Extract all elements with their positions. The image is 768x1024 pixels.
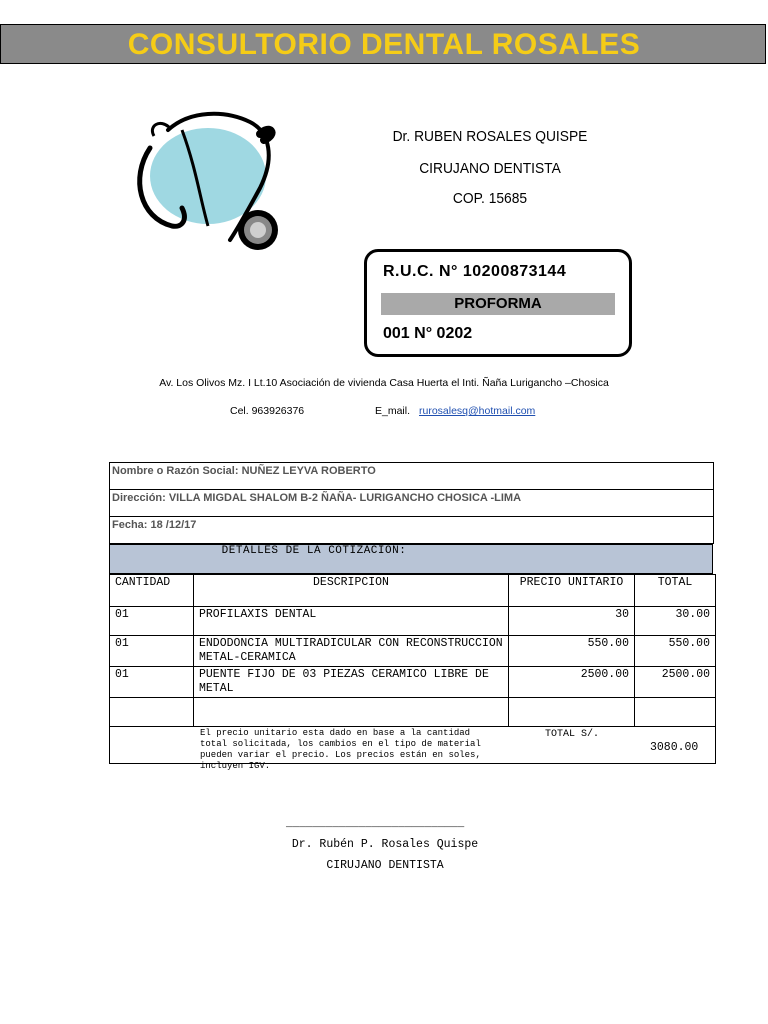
quote-date: Fecha: 18 /12/17 (109, 516, 714, 544)
row-unit-price: 30 (509, 607, 635, 636)
details-header: DETALLES DE LA COTIZACION: (221, 545, 407, 557)
row-desc: ENDODONCIA MULTIRADICULAR CON RECONSTRUCCION METAL-CERAMICA (194, 636, 509, 667)
table-row (110, 636, 716, 667)
column-header-unit-price: PRECIO UNITARIO (509, 575, 635, 607)
signature-line: ___________________________ (286, 818, 465, 830)
column-header-qty: CANTIDAD (110, 575, 194, 607)
row-total: 2500.00 (635, 667, 716, 698)
email-label: E_mail. (375, 405, 411, 417)
client-name: Nombre o Razón Social: NUÑEZ LEYVA ROBERTO (109, 462, 714, 490)
clinic-address: Av. Los Olivos Mz. I Lt.10 Asociación de vivienda Casa Huerta el Inti. Ñaña Lurigancho –Chosica (159, 377, 609, 389)
doctor-name: Dr. RUBEN ROSALES QUISPE (392, 128, 588, 145)
empty-cell (509, 698, 635, 727)
footer-cell (110, 727, 716, 771)
empty-cell (110, 698, 194, 727)
serie-number: 001 N° 0202 (383, 325, 473, 342)
items-table (109, 574, 716, 771)
empty-cell (635, 698, 716, 727)
table-footer-row (110, 727, 716, 764)
client-address: Dirección: VILLA MIGDAL SHALOM B-2 ÑAÑA- LURIGANCHO CHOSICA -LIMA (109, 489, 714, 517)
table-header-row (110, 575, 716, 607)
ruc-number: R.U.C. N° 10200873144 (383, 263, 567, 280)
column-header-desc: DESCRIPCION (194, 575, 509, 607)
email-link[interactable]: rurosalesq@hotmail.com (419, 405, 536, 417)
column-header-total: TOTAL (635, 575, 716, 607)
clinic-phone: Cel. 963926376 (230, 405, 305, 417)
doctor-title: CIRUJANO DENTISTA (419, 160, 561, 177)
empty-cell (194, 698, 509, 727)
table-row (110, 667, 716, 698)
clinic-name: CONSULTORIO DENTAL ROSALES (127, 28, 641, 61)
total-label: TOTAL S/. (545, 729, 600, 740)
signature-name: Dr. Rubén P. Rosales Quispe (291, 838, 479, 851)
row-total: 550.00 (635, 636, 716, 667)
row-total: 30.00 (635, 607, 716, 636)
row-desc: PUENTE FIJO DE 03 PIEZAS CERAMICO LIBRE DE METAL (194, 667, 509, 698)
row-qty: 01 (110, 667, 194, 698)
tooth-stethoscope-icon (110, 108, 295, 258)
document-type: PROFORMA (454, 295, 542, 312)
row-desc: PROFILAXIS DENTAL (194, 607, 509, 636)
signature-title: CIRUJANO DENTISTA (326, 859, 444, 872)
doctor-cop: COP. 15685 (452, 190, 528, 207)
table-row-empty (110, 698, 716, 727)
row-unit-price: 550.00 (509, 636, 635, 667)
total-value: 3080.00 (650, 741, 699, 754)
row-qty: 01 (110, 607, 194, 636)
row-unit-price: 2500.00 (509, 667, 635, 698)
table-row (110, 607, 716, 636)
price-note: El precio unitario esta dado en base a la cantidad total solicitada, los cambios en el tipo de material pueden variar el precio. Los precios están en soles, incluyen IGV. (200, 728, 481, 771)
row-qty: 01 (110, 636, 194, 667)
